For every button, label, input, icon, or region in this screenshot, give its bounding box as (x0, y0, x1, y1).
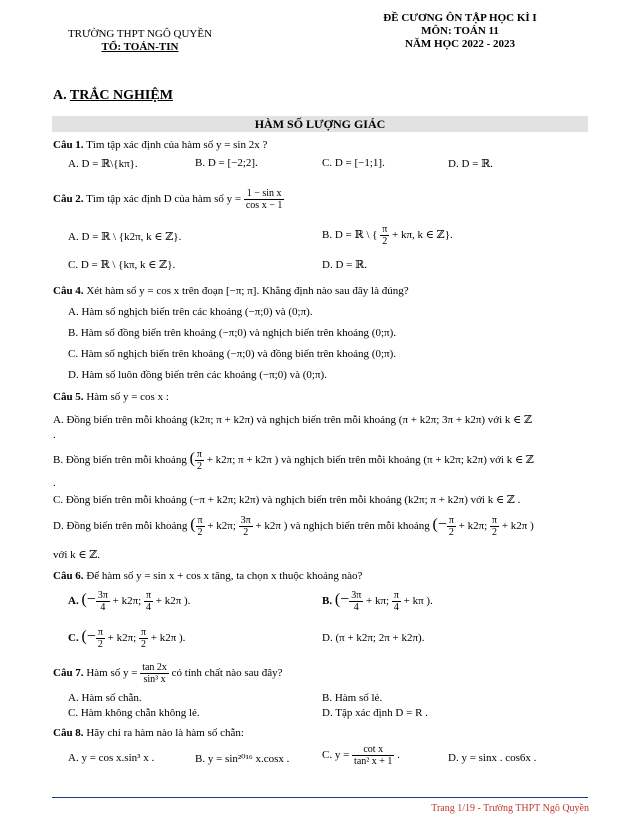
q6-b-label: B. (322, 595, 333, 608)
q2-text: Tìm tập xác định D của hàm số y = (86, 193, 242, 206)
q5-d-mid3: + k2π; (458, 520, 488, 533)
q5-d-mid1: + k2π; (207, 520, 236, 533)
q5-stem (53, 391, 169, 403)
q6-c-post: + k2π ). (150, 632, 186, 645)
q7-text-pre: Hàm số y = (86, 667, 138, 680)
q5-option-c[interactable]: C. Đồng biến trên mỗi khoảng (−π + k2π; k2π) và nghịch biến trên mỗi khoảng (k2π; π + k2π) với k ∈ ℤ . (53, 494, 521, 506)
q6-text: Để hàm số y = sin x + cos x tăng, ta chọn x thuộc khoảng nào? (86, 570, 363, 582)
q5-d-frac4 (490, 515, 499, 538)
q5-d-f4-den: 2 (492, 527, 498, 538)
doc-year: NĂM HỌC 2022 - 2023 (405, 38, 515, 50)
q6-a-frac1 (96, 590, 110, 613)
q8-c-post: . (397, 749, 400, 762)
q2-option-c[interactable]: C. D = ℝ \ {kπ, k ∈ ℤ}. (68, 259, 176, 271)
q7-option-a[interactable]: A. Hàm số chẵn. (68, 692, 142, 704)
q6-c-f2-num: π (140, 627, 147, 638)
q5-d-frac3 (447, 515, 456, 538)
q8-option-a[interactable]: A. y = cos x.sin³ x . (68, 752, 155, 764)
q5-d-post: + k2π ) (501, 520, 534, 533)
q6-a-post: + k2π ). (155, 595, 191, 608)
doc-title: ĐỀ CƯƠNG ÔN TẬP HỌC KÌ I (383, 12, 537, 24)
q8-option-b[interactable]: B. y = sin²⁰¹⁶ x.cosx . (195, 753, 290, 765)
q2-b-pre: B. D = ℝ \ { (322, 229, 378, 242)
school-header (40, 28, 240, 54)
q5-b-frac-den: 2 (196, 461, 202, 472)
q6-c-mid: + k2π; (107, 632, 137, 645)
q5-d-f1-den: 2 (197, 527, 203, 538)
q6-a-f2-num: π (145, 590, 152, 601)
q6-b-f2-den: 4 (393, 602, 399, 613)
doc-header (340, 12, 580, 51)
q1-option-c[interactable]: C. D = [−1;1]. (322, 157, 385, 169)
q5-a-dot: . (53, 429, 56, 441)
department: TỔ: TOÁN-TIN (101, 41, 179, 53)
footer-rule (52, 797, 588, 798)
q6-b-frac2 (392, 590, 401, 613)
q8-stem (53, 727, 244, 739)
q6-b-mid: + kπ; (366, 595, 390, 608)
q5-d-mid2: + k2π ) và nghịch biến trên mỗi khoảng (255, 520, 430, 533)
q5-option-a[interactable]: A. Đồng biến trên mỗi khoảng (k2π; π + k2π) và nghịch biến trên mỗi khoảng (π + k2π; 3π + k2π) với k ∈ ℤ (53, 414, 533, 426)
q5-b-frac (195, 449, 204, 472)
q2-frac-num: 1 − sin x (244, 188, 284, 200)
q5-d-frac2 (239, 515, 253, 538)
q6-a-f2-den: 4 (145, 602, 151, 613)
q8-c-frac (352, 744, 394, 767)
q2-option-d[interactable]: D. D = ℝ. (322, 259, 367, 271)
q5-option-d[interactable]: D. Đồng biến trên mỗi khoảng ( $\frac{\pi}{2}$ + k2π; $\frac{3\pi}{2}$ + k2π ) và nghịch biến trên mỗi khoảng (− $\frac{\pi}{2}$ + k2π; $\frac{\pi}{2}$ + k2π ) (53, 515, 534, 538)
q6-a-f1-num: 3π (97, 590, 108, 601)
q6-num: Câu 6. (53, 570, 84, 582)
school-name: TRƯỜNG THPT NGÔ QUYỀN (67, 28, 213, 40)
q6-b-post: + kπ ). (403, 595, 433, 608)
q7-frac-num: tan 2x (142, 662, 167, 673)
q2-b-post: + kπ, k ∈ ℤ}. (392, 229, 453, 242)
q5-d-pre: D. Đồng biến trên mỗi khoảng (53, 520, 188, 533)
q4-option-b[interactable]: B. Hàm số đồng biến trên khoảng (−π;0) và nghịch biến trên khoảng (0;π). (68, 327, 396, 339)
q7-text-post: có tính chất nào sau đây? (171, 667, 283, 680)
q2-option-a[interactable]: A. D = ℝ \ {k2π, k ∈ ℤ}. (68, 231, 182, 243)
q1-option-a[interactable]: A. D = ℝ\{kπ}. (68, 158, 138, 170)
q5-d-f3-den: 2 (448, 527, 454, 538)
q4-option-a[interactable]: A. Hàm số nghịch biến trên các khoảng (−π;0) và (0;π). (68, 306, 313, 318)
topic-title: HÀM SỐ LƯỢNG GIÁC (254, 117, 386, 131)
q8-c-frac-num: cot x (352, 744, 394, 756)
q4-option-d[interactable]: D. Hàm số luôn đồng biến trên các khoảng (−π;0) và (0;π). (68, 369, 327, 381)
q5-b-pre: B. Đồng biến trên mỗi khoảng (53, 454, 187, 467)
q5-d-f1-num: π (197, 515, 203, 526)
q6-b-f2-num: π (393, 590, 399, 601)
q8-option-d[interactable]: D. y = sinx . cos6x . (448, 752, 537, 764)
q4-option-c[interactable]: C. Hàm số nghịch biến trên khoảng (−π;0) và đồng biến trên khoảng (0;π). (68, 348, 396, 360)
q6-a-mid: + k2π; (112, 595, 142, 608)
q6-a-frac2 (144, 590, 153, 613)
q2-stem (53, 188, 284, 211)
q7-fraction (140, 662, 169, 685)
page-footer: Trang 1/19 - Trường THPT Ngô Quyền (431, 803, 589, 814)
q2-b-frac (380, 224, 389, 247)
q8-option-c[interactable] (322, 744, 400, 767)
q7-num: Câu 7. (53, 667, 84, 680)
q4-stem (53, 285, 409, 297)
q5-d-f2-den: 2 (243, 527, 249, 538)
q5-d-frac1 (196, 515, 205, 538)
section-heading (53, 88, 173, 104)
q7-option-b[interactable]: B. Hàm số lẻ. (322, 692, 383, 704)
q6-c-frac1 (96, 627, 105, 650)
q6-option-d[interactable]: D. (π + k2π; 2π + k2π). (322, 632, 425, 644)
q5-option-b[interactable]: B. Đồng biến trên mỗi khoảng ( $\frac{\pi}{2}$ + k2π; π + k2π ) và nghịch biến trên mỗi khoảng (π + k2π; k2π) với k ∈ ℤ (53, 449, 534, 472)
q4-text: Xét hàm số y = cos x trên đoạn [−π; π]. Khẳng định nào sau đây là đúng? (86, 285, 409, 297)
q2-num: Câu 2. (53, 193, 84, 206)
q6-option-b[interactable]: B. (− $\frac{3\pi}{4}$ + kπ; $\frac{\pi}{4}$ + kπ ). (322, 590, 433, 613)
q8-c-pre: C. y = (322, 749, 350, 762)
q6-a-label: A. (68, 595, 79, 608)
q5-d-f2-num: 3π (240, 515, 251, 526)
q6-c-f1-den: 2 (97, 639, 103, 650)
q6-c-f2-den: 2 (140, 639, 146, 650)
q7-stem (53, 662, 283, 685)
q8-num: Câu 8. (53, 727, 84, 739)
q6-a-f1-den: 4 (100, 602, 106, 613)
q1-stem (53, 139, 267, 151)
q7-option-d[interactable]: D. Tập xác định D = R . (322, 707, 428, 719)
q7-frac-den: sin³ x (143, 674, 166, 685)
q2-frac-den: cos x − 1 (245, 200, 283, 211)
q1-option-d[interactable]: D. D = ℝ. (448, 158, 493, 170)
q1-text: Tìm tập xác định của hàm số y = sin 2x ? (86, 139, 268, 151)
q8-c-frac-den: tan² x + 1 (354, 756, 393, 767)
q6-b-f1-num: 3π (351, 590, 362, 601)
q6-c-f1-num: π (97, 627, 103, 638)
q5-d-f3-num: π (448, 515, 454, 526)
q6-c-frac2 (139, 627, 148, 650)
q6-b-frac1 (349, 590, 363, 613)
q8-text: Hãy chỉ ra hàm nào là hàm số chẵn: (86, 727, 244, 739)
q1-num: Câu 1. (53, 139, 84, 151)
q6-c-label: C. (68, 632, 79, 645)
q2-fraction (244, 188, 284, 211)
q2-option-b[interactable] (322, 224, 453, 247)
q5-b-mid: + k2π; π + k2π ) và nghịch biến trên mỗi khoảng (π + k2π; k2π) với k ∈ ℤ (206, 454, 534, 467)
q5-b-dot: . (53, 477, 56, 489)
q6-option-c[interactable]: C. (− $\frac{\pi}{2}$ + k2π; $\frac{\pi}{2}$ + k2π ). (68, 627, 186, 650)
topic-band (52, 116, 588, 132)
doc-subject: MÔN: TOÁN 11 (421, 25, 499, 37)
q1-option-b[interactable]: B. D = [−2;2]. (195, 157, 258, 169)
q6-b-f1-den: 4 (353, 602, 359, 613)
q7-option-c[interactable]: C. Hàm không chẵn không lẻ. (68, 707, 200, 719)
q6-option-a[interactable]: A. (− $\frac{3\pi}{4}$ + k2π; $\frac{\pi}{4}$ + k2π ). (68, 590, 191, 613)
q2-b-frac-num: π (382, 224, 388, 235)
q5-d-tail: với k ∈ ℤ. (53, 549, 101, 561)
section-letter: A. (53, 88, 67, 103)
q6-stem (53, 570, 362, 582)
q4-num: Câu 4. (53, 285, 84, 297)
q2-b-frac-den: 2 (382, 236, 388, 247)
q5-num: Câu 5. (53, 391, 84, 403)
q5-text: Hàm số y = cos x : (86, 391, 169, 403)
section-title: TRẮC NGHIỆM (69, 88, 173, 103)
q5-b-frac-num: π (196, 449, 202, 460)
q5-d-f4-num: π (492, 515, 498, 526)
